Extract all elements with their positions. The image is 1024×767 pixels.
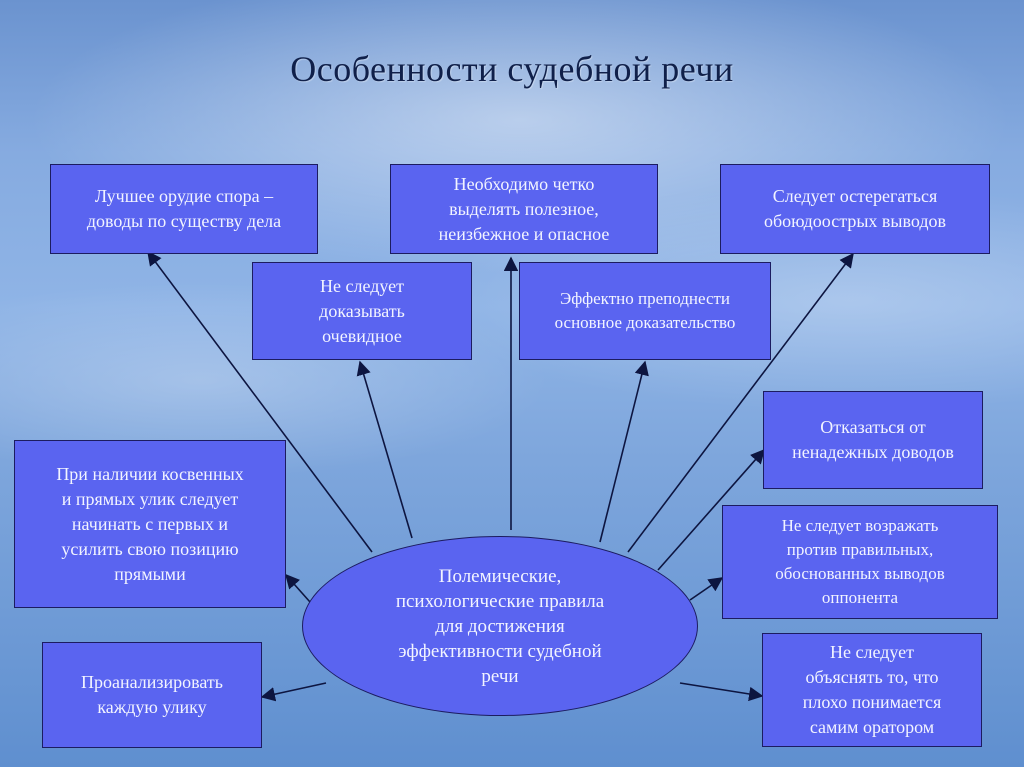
arrow-to-no-explain: [680, 683, 762, 696]
box-refuse-weak: Отказаться от ненадежных доводов: [763, 391, 983, 489]
arrow-to-no-object: [690, 578, 722, 600]
arrow-to-analyze: [262, 683, 326, 697]
box-no-obvious: Не следует доказывать очевидное: [252, 262, 472, 360]
box-best-tool: Лучшее орудие спора – доводы по существу дела: [50, 164, 318, 254]
box-highlight: Необходимо четко выделять полезное, неизбежное и опасное: [390, 164, 658, 254]
arrow-to-indirect: [286, 575, 310, 602]
box-main-proof: Эффектно преподнести основное доказательство: [519, 262, 771, 360]
slide-title: Особенности судебной речи: [290, 49, 734, 89]
center-ellipse: Полемические, психологические правила для достижения эффективности судебной речи: [302, 536, 698, 716]
box-no-object: Не следует возражать против правильных, обоснованных выводов оппонента: [722, 505, 998, 619]
box-indirect: При наличии косвенных и прямых улик следует начинать с первых и усилить свою позицию прямыми: [14, 440, 286, 608]
box-analyze: Проанализировать каждую улику: [42, 642, 262, 748]
arrow-to-no-obvious: [360, 362, 412, 538]
box-beware: Следует остерегаться обоюдоострых выводов: [720, 164, 990, 254]
arrow-to-main-proof: [600, 362, 645, 542]
box-no-explain: Не следует объяснять то, что плохо понимается самим оратором: [762, 633, 982, 747]
